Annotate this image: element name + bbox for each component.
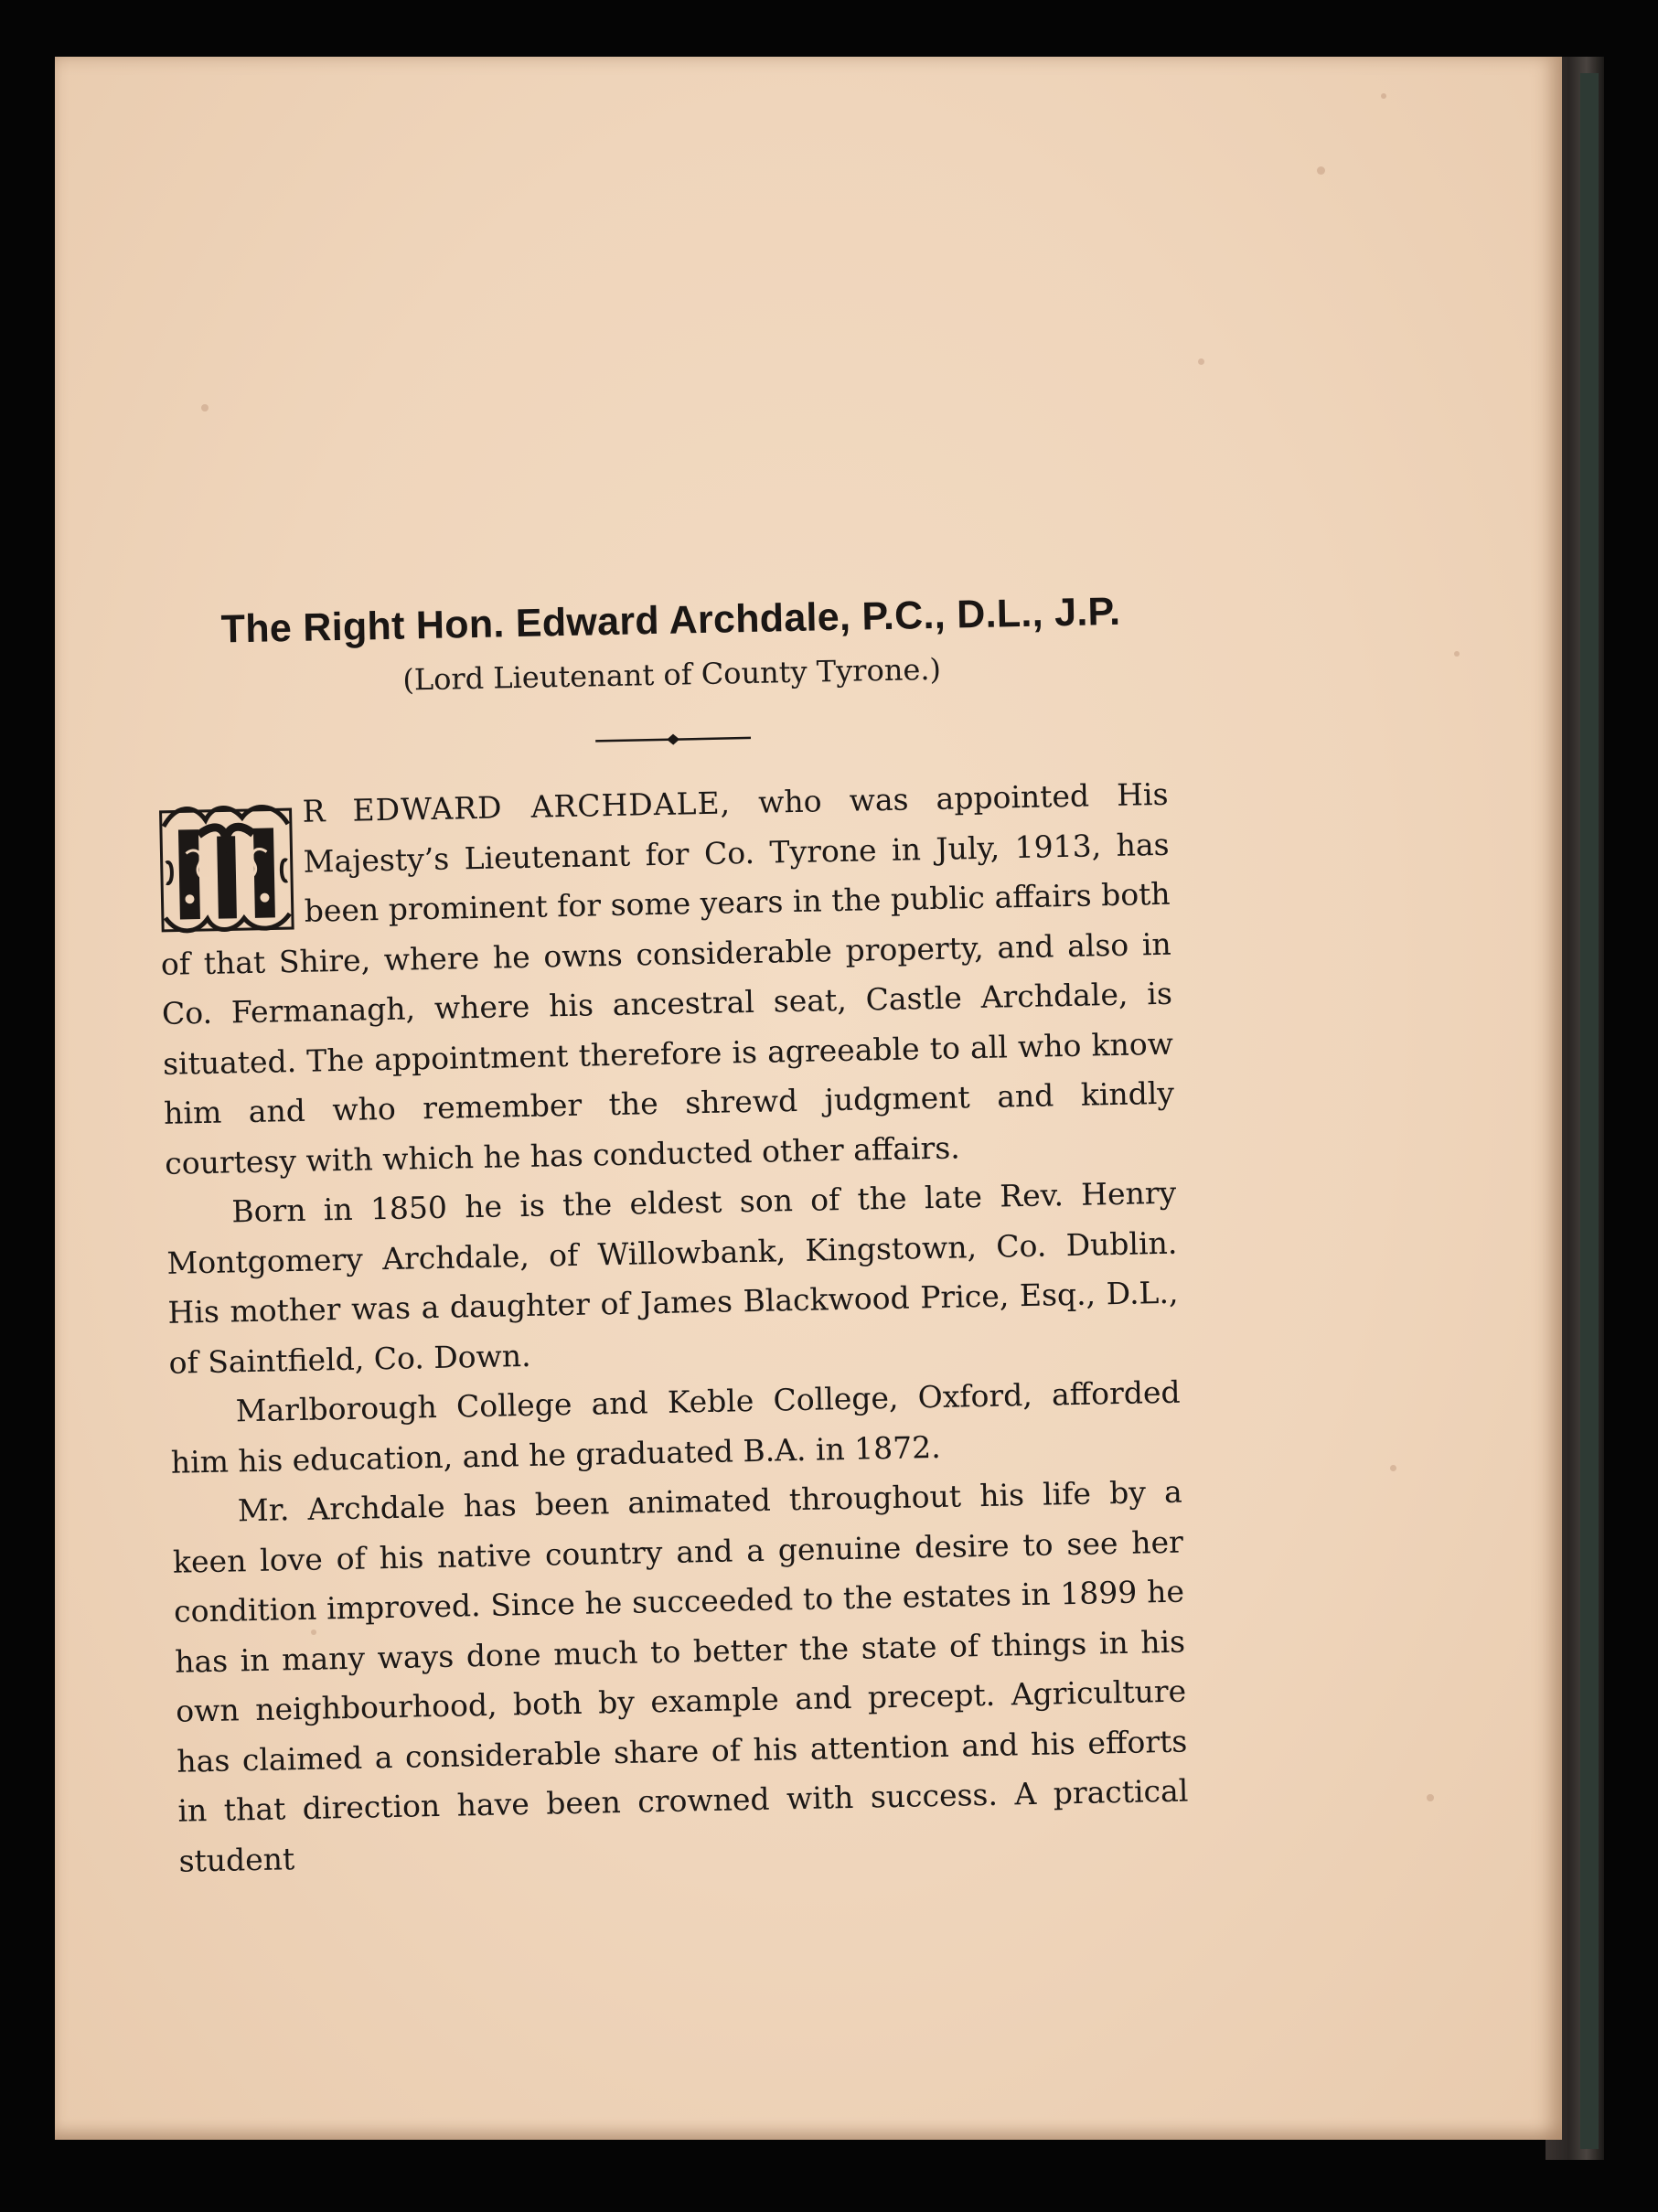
paragraph-3: Marlborough College and Keble College, Oxford, afforded him his education, and he graduated B.A. in 1872. [170, 1373, 1181, 1480]
ornamental-rule [595, 729, 751, 750]
paper-speck [1454, 651, 1460, 657]
page-subtitle: (Lord Lieutenant of County Tyrone.) [402, 651, 942, 698]
divider-diamond-icon [595, 729, 751, 750]
drop-cap [157, 796, 295, 936]
paragraph-1 [157, 770, 1176, 1189]
page-title: The Right Hon. Edward Archdale, P.C., D.L., J.P. [220, 589, 1121, 652]
paragraph-4: Mr. Archdale has been animated throughout his life by a keen love of his native country and a genuine desire to see her condition improved. Since he succeeded to the estates in 1899 he has in many ways done much to better the state of things in his own neighbourhood, both by example and precept. Agriculture has claimed a considerable share of his attention and his efforts in that direction have been crowned with success. A practical student [172, 1473, 1189, 1879]
paper-speck [1381, 93, 1386, 99]
drop-cap-continuation: R [302, 793, 326, 829]
ornamental-initial-m-icon [157, 796, 295, 936]
paper-speck [1427, 1794, 1434, 1801]
paper-speck [1390, 1465, 1396, 1471]
article-body [157, 770, 1190, 1886]
paragraph-2: Born in 1850 he is the eldest son of the late Rev. Henry Montgomery Archdale, of Willowbank, Kingstown, Co. Dublin. His mother was a daughter of James Blackwood Price, Esq., D.L., of Saintfield, Co. Down. [166, 1174, 1179, 1381]
page-content [154, 582, 1231, 1886]
paragraph-1-text: who was appointed His Majesty’s Lieutenant for Co. Tyrone in July, 1913, has been prominent for some years in the public affairs both of that Shire, where he owns considerable property, and also in Co. Fermanagh, where his ancestral seat, Castle Archdale, is situated. The appointment therefore is agreeable to all who know him and who remember the shrewd judgment and kindly courtesy with which he has conducted other affairs. [160, 775, 1175, 1181]
paper-speck [1198, 358, 1204, 365]
paper-speck [201, 404, 209, 411]
book-spine-strip [1580, 73, 1599, 2149]
paper-speck [1317, 166, 1325, 175]
subject-name: EDWARD ARCHDALE, [352, 785, 732, 828]
